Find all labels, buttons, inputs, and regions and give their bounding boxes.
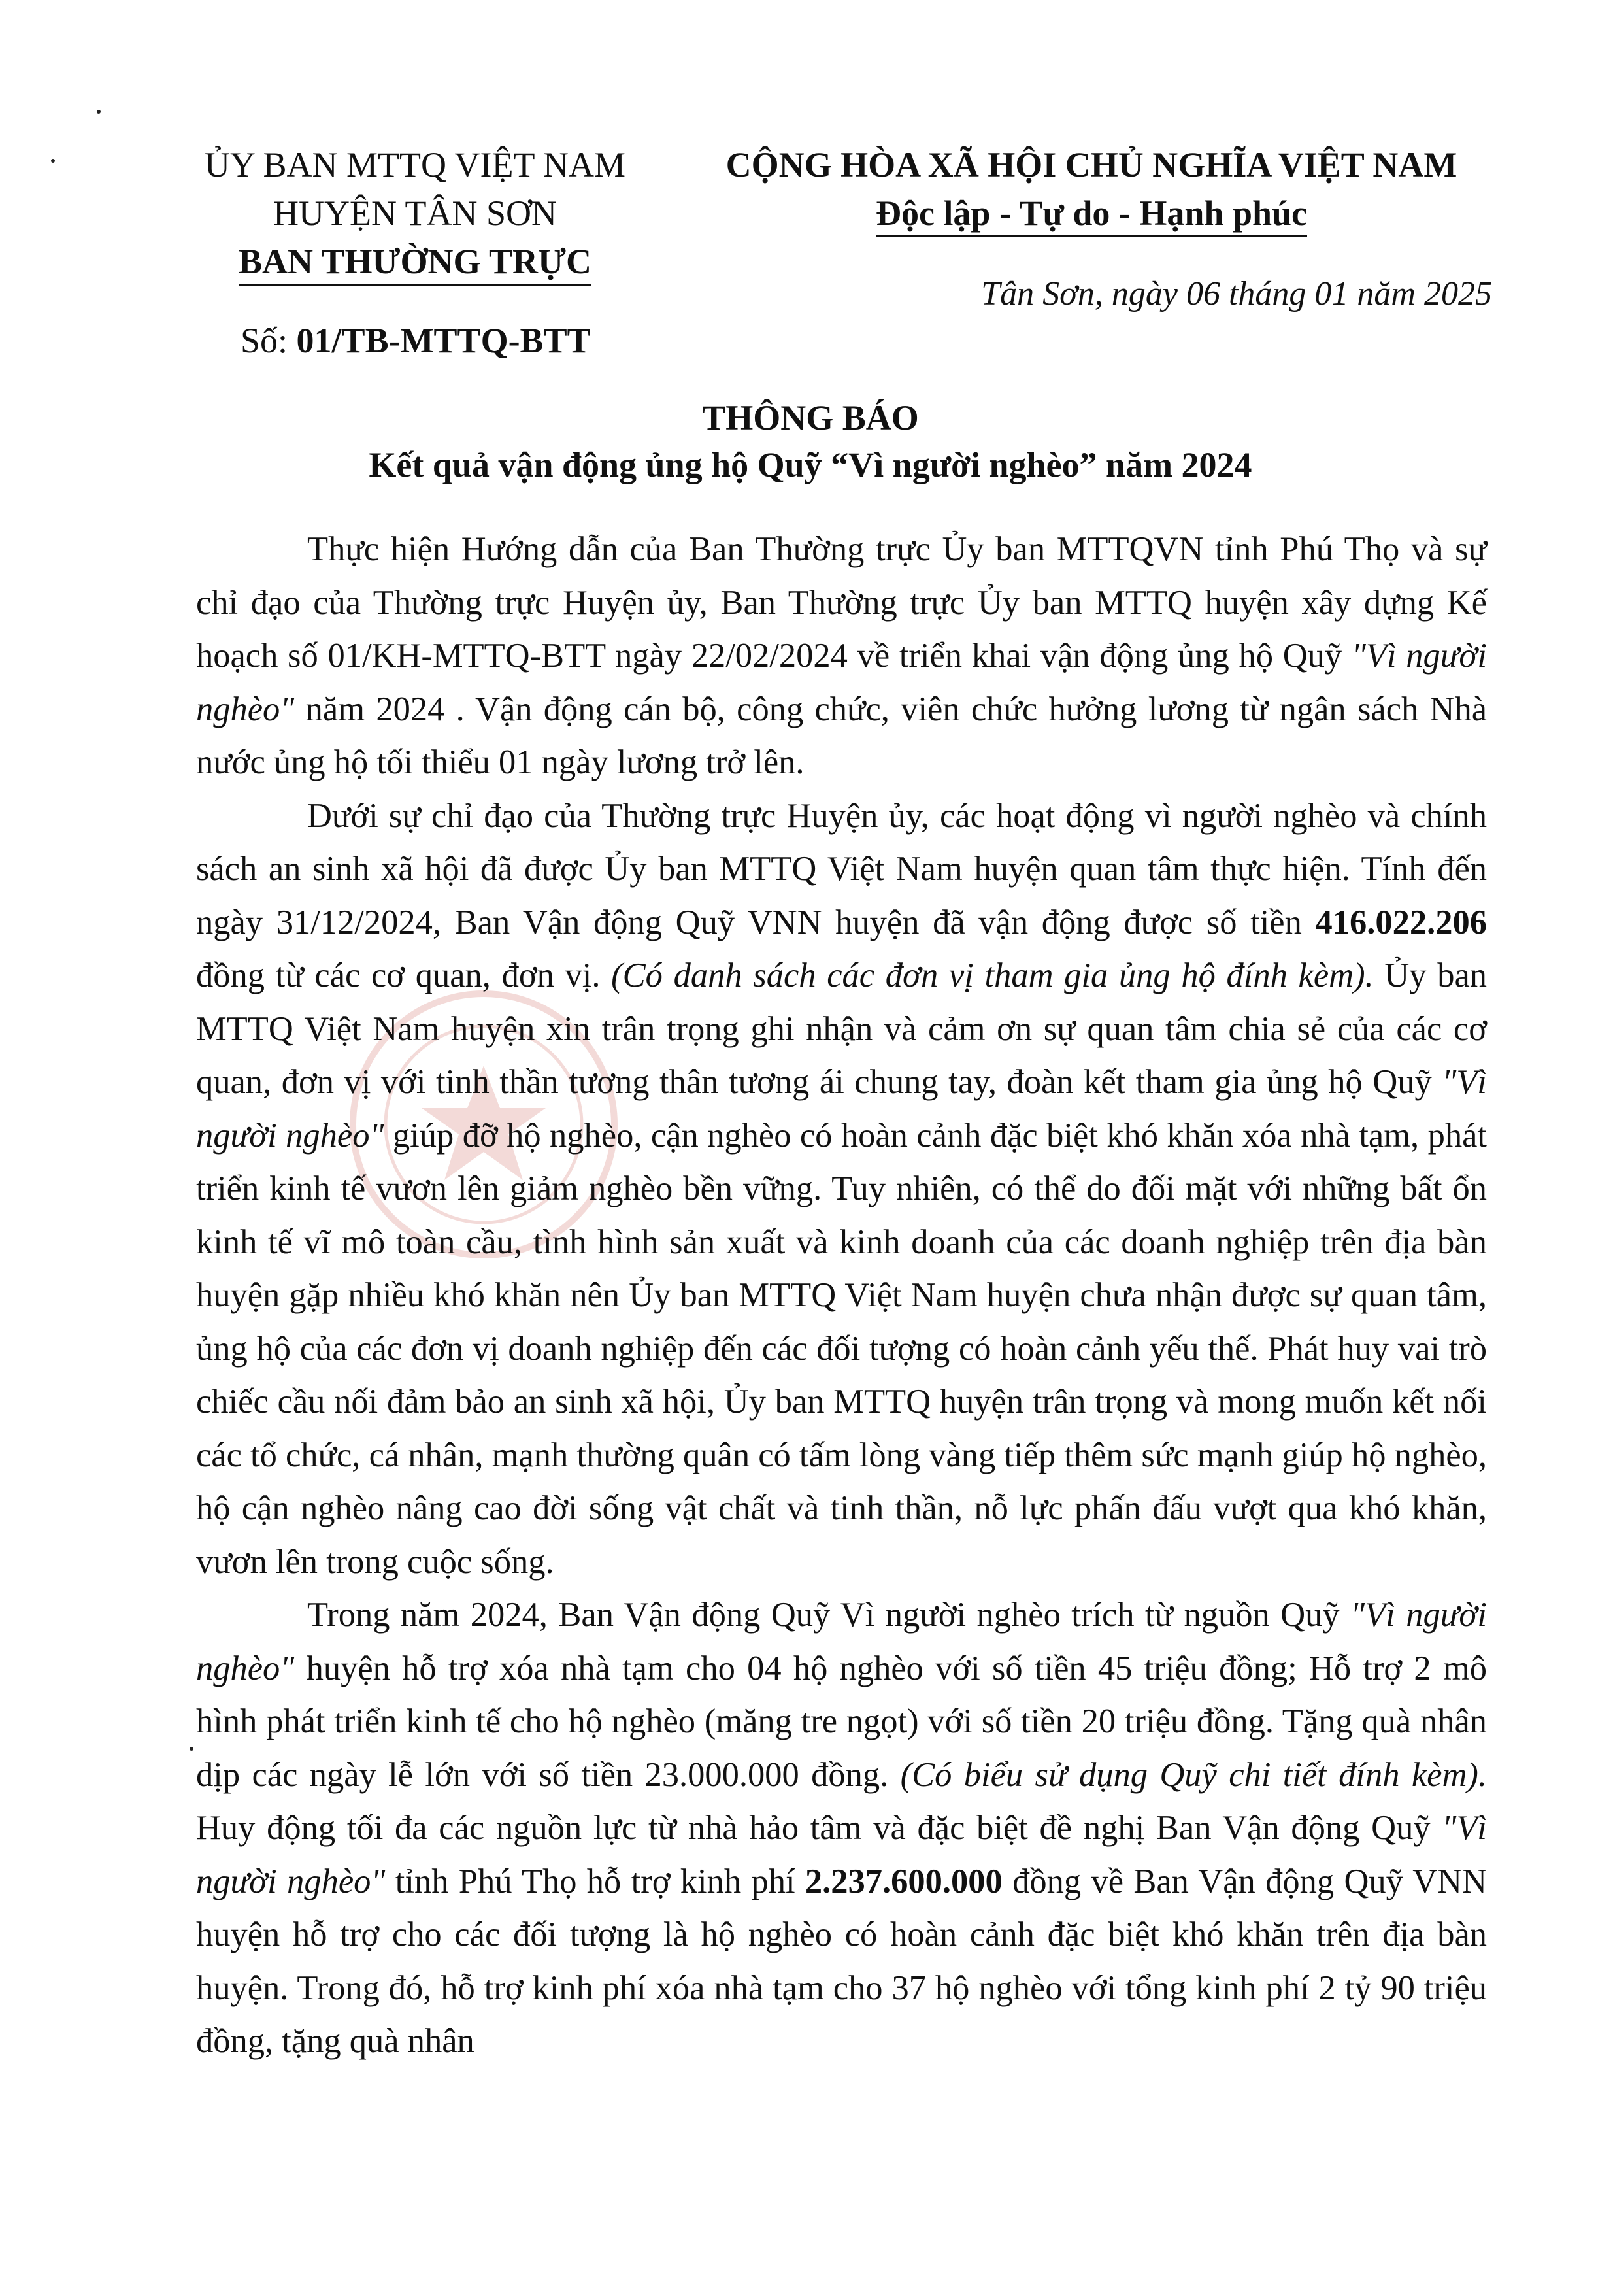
agency-line-2: HUYỆN TÂN SƠN: [273, 194, 557, 233]
document-title: THÔNG BÁO: [702, 398, 919, 437]
text-run: đồng từ các cơ quan, đơn vị.: [196, 956, 612, 994]
issuing-agency-block: [167, 141, 663, 286]
document-number-label: Số:: [241, 321, 297, 360]
paragraph-1: [196, 523, 1487, 790]
document-body: [196, 523, 1487, 2068]
paragraph-2: [196, 790, 1487, 1589]
text-run: tỉnh Phú Thọ hỗ trợ kinh phí: [385, 1862, 805, 1900]
agency-line-3: BAN THƯỜNG TRỰC: [239, 241, 591, 286]
text-run: năm 2024 . Vận động cán bộ, công chức, viên chức hưởng lương từ ngân sách Nhà nước ủng hộ tối thiểu 01 ngày lương trở lên.: [196, 690, 1487, 781]
attachment-note: (Có danh sách các đơn vị tham gia ủng hộ đính kèm).: [611, 956, 1374, 994]
paragraph-3: [196, 1589, 1487, 2068]
document-subtitle: Kết quả vận động ủng hộ Quỹ “Vì người nghèo” năm 2024: [369, 445, 1252, 484]
attachment-note: (Có biểu sử dụng Quỹ chi tiết đính kèm).: [900, 1755, 1487, 1794]
text-run: Trong năm 2024, Ban Vận động Quỹ Vì người nghèo trích từ nguồn Quỹ: [307, 1596, 1351, 1634]
document-number: [241, 320, 591, 361]
amount-raised: 416.022.206: [1315, 903, 1487, 941]
document-number-code: 01/TB-MTTQ-BTT: [296, 321, 591, 360]
fund-name: "Vì người nghèo": [196, 1596, 1487, 1687]
text-run: Ủy ban MTTQ Việt Nam huyện xin trân trọng ghi nhận và cảm ơn sự quan tâm chia sẻ của các cơ quan, đơn vị với tinh thần tương thân tương ái chung tay, đoàn kết tham gia ủng hộ Quỹ: [196, 956, 1488, 1101]
fund-name: "Vì người nghèo": [196, 1809, 1487, 1900]
document-title-block: [196, 394, 1425, 488]
national-title: CỘNG HÒA XÃ HỘI CHỦ NGHĨA VIỆT NAM: [725, 145, 1457, 184]
agency-line-1: ỦY BAN MTTQ VIỆT NAM: [205, 145, 625, 184]
scan-speck: [190, 1747, 193, 1751]
text-run: huyện hỗ trợ xóa nhà tạm cho 04 hộ nghèo với số tiền 45 triệu đồng; Hỗ trợ 2 mô hình phát triển kinh tế cho hộ nghèo (măng tre ngọt) với số tiền 20 triệu đồng. Tặng quà nhân dịp các ngày lễ lớn với số tiền 23.000.000 đồng.: [196, 1649, 1487, 1794]
text-run: Dưới sự chỉ đạo của Thường trực Huyện ủy, các hoạt động vì người nghèo và chính sách an sinh xã hội đã được Ủy ban MTTQ Việt Nam huyện quan tâm thực hiện. Tính đến ngày 31/12/2024, Ban Vận động Quỹ VNN huyện đã vận động được số tiền: [196, 796, 1487, 941]
national-motto-block: [673, 141, 1510, 237]
scan-speck: [51, 159, 55, 163]
text-run: đồng về Ban Vận động Quỹ VNN huyện hỗ trợ cho các đối tượng là hộ nghèo có hoàn cảnh đặc biệt khó khăn trên địa bàn huyện. Trong đó, hỗ trợ kinh phí xóa nhà tạm cho 37 hộ nghèo với tổng kinh phí 2 tỷ 90 triệu đồng, tặng quà nhân: [196, 1862, 1487, 2060]
national-motto: Độc lập - Tự do - Hạnh phúc: [876, 192, 1307, 237]
text-run: Thực hiện Hướng dẫn của Ban Thường trực Ủy ban MTTQVN tỉnh Phú Thọ và sự chỉ đạo của Thường trực Huyện ủy, Ban Thường trực Ủy ban MTTQ huyện xây dựng Kế hoạch số 01/KH-MTTQ-BTT ngày 22/02/2024 về triển khai vận động ủng hộ Quỹ: [196, 530, 1487, 675]
text-run: Huy động tối đa các nguồn lực từ nhà hảo tâm và đặc biệt đề nghị Ban Vận động Quỹ: [196, 1809, 1442, 1847]
scan-speck: [97, 110, 101, 114]
place-and-date: Tân Sơn, ngày 06 tháng 01 năm 2025: [981, 275, 1492, 312]
text-run: giúp đỡ hộ nghèo, cận nghèo có hoàn cảnh đặc biệt khó khăn xóa nhà tạm, phát triển kinh tế vươn lên giảm nghèo bền vững. Tuy nhiên, có thể do đối mặt với những bất ổn kinh tế vĩ mô toàn cầu, tình hình sản xuất và kinh doanh của các doanh nghiệp trên địa bàn huyện gặp nhiều khó khăn nên Ủy ban MTTQ Việt Nam huyện chưa nhận được sự quan tâm, ủng hộ của các đơn vị doanh nghiệp đến các đối tượng có hoàn cảnh yếu thế. Phát huy vai trò chiếc cầu nối đảm bảo an sinh xã hội, Ủy ban MTTQ huyện trân trọng và mong muốn kết nối các tổ chức, cá nhân, mạnh thường quân có tấm lòng vàng tiếp thêm sức mạnh giúp hộ nghèo, hộ cận nghèo nâng cao đời sống vật chất và tinh thần, nỗ lực phấn đấu vượt qua khó khăn, vươn lên trong cuộc sống.: [196, 1116, 1487, 1581]
fund-name: "Vì người nghèo": [196, 1063, 1487, 1155]
amount-requested: 2.237.600.000: [805, 1862, 1003, 1900]
fund-name: "Vì người nghèo": [196, 637, 1487, 728]
